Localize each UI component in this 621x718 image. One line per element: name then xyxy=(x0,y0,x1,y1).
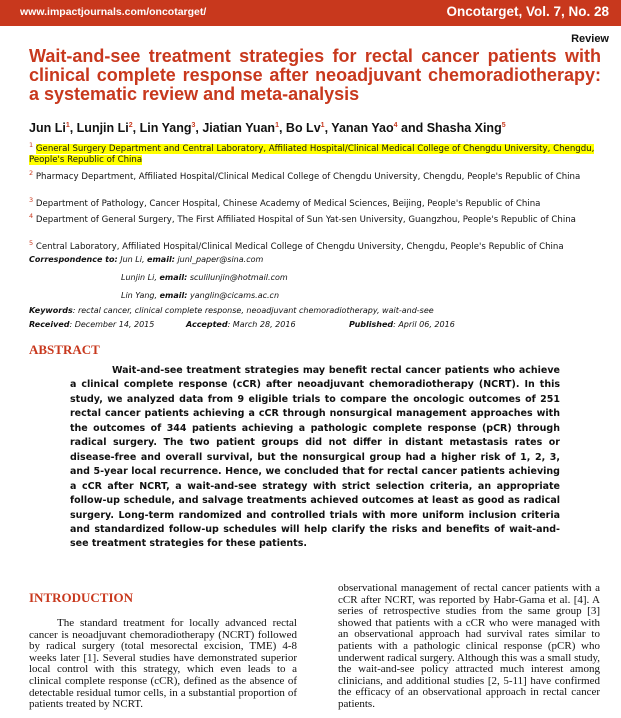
correspondence-line-3: Lin Yang, email: yanglin@cicams.ac.cn xyxy=(121,291,280,300)
article-type-label: Review xyxy=(571,33,609,45)
author-name: Lunjin Li xyxy=(76,121,129,135)
author-affiliation-number: 5 xyxy=(501,121,506,129)
accepted-date: Accepted: March 28, 2016 xyxy=(186,320,296,329)
author-affiliation-number: 1 xyxy=(275,121,279,129)
journal-citation: Oncotarget, Vol. 7, No. 28 xyxy=(446,4,609,19)
author-affiliation-number: 1 xyxy=(65,121,70,129)
affiliation-4 xyxy=(29,211,603,226)
author-list: Jun Li$^1$, Lunjin Li$^2$, Lin Yang$^3$, Jiatian Yuan$^1$, Bo Lv$^1$, Yanan Yao$^4$ and Shasha Xing$^5$ xyxy=(29,121,506,135)
introduction-heading: INTRODUCTION xyxy=(29,590,134,605)
author-name: Jun Li xyxy=(29,121,66,135)
keywords-label: Keywords xyxy=(29,306,73,315)
affiliation-text: Department of Pathology, Cancer Hospital, Chinese Academy of Medical Sciences, Beijing, People's Republic of China xyxy=(35,198,541,209)
affiliation-5 xyxy=(29,238,603,253)
author-name: Jiatian Yuan xyxy=(202,121,276,135)
email-link[interactable]: junl_paper@sina.com xyxy=(177,255,264,264)
abstract-heading: ABSTRACT xyxy=(29,342,100,357)
affiliation-number: 4 xyxy=(29,212,34,220)
received-date: Received: December 14, 2015 xyxy=(29,320,155,329)
affiliation-text-highlighted: General Surgery Department and Central Laboratory, Affiliated Hospital/Clinical Medical College of Chengdu University, Chengdu, People's Republic of China xyxy=(29,143,595,165)
author-name: Lin Yang xyxy=(139,121,192,135)
email-link[interactable]: yanglin@cicams.ac.cn xyxy=(189,291,280,300)
author-name: Shasha Xing xyxy=(426,121,502,135)
article-title: Wait-and-see treatment strategies for rectal cancer patients with clinical complete response after neoadjuvant chemoradiotherapy: a systematic review and meta-analysis xyxy=(29,46,601,104)
affiliation-number: 5 xyxy=(29,239,34,247)
author-affiliation-number: 2 xyxy=(128,121,133,129)
author-affiliation-number: 4 xyxy=(393,121,398,129)
correspondence-line-2: Lunjin Li, email: sculilunjin@hotmail.com xyxy=(121,273,288,282)
affiliation-3 xyxy=(29,195,603,210)
published-date: Published: April 06, 2016 xyxy=(349,320,455,329)
author-name: Yanan Yao xyxy=(331,121,394,135)
author-name: Bo Lv xyxy=(285,121,321,135)
introduction-right-column: observational management of rectal cancer patients with a cCR after NCRT, was reported by Habr-Gama et al. [4]. A series of retrospective studies from the same group [3] showed that patients with a cCR who were managed with an observational approach had survival rates similar to patients with a pathologic clinical response (pCR) who underwent radical surgery. Although this was a small study, the wait-and-see policy attracted much interest among clinicians, and additional studies [2, 5-11] have confirmed the efficacy of an observational approach in rectal cancer patients. xyxy=(338,582,600,710)
introduction-left-column: The standard treatment for locally advanced rectal cancer is neoadjuvant chemoradiotherapy (NCRT) followed by radical surgery (total mesorectal excision, TME) 4-8 weeks later [1]. Several studies have demonstrated superior local control with this strategy, which even leads to a clinical complete response (cCR), defined as the absence of detectable residual tumor cells, in a substantial proportion of patients treated by NCRT. xyxy=(29,617,297,711)
journal-url[interactable]: www.impactjournals.com/oncotarget/ xyxy=(20,6,207,18)
correspondence-line-1: Correspondence to: Jun Li, email: junl_paper@sina.com xyxy=(29,255,264,264)
keywords: Keywords: rectal cancer, clinical complete response, neoadjuvant chemoradiotherapy, wait-and-see xyxy=(29,306,434,315)
affiliation-text: Central Laboratory, Affiliated Hospital/Clinical Medical College of Chengdu University, Chengdu, People's Republic of China xyxy=(35,241,564,252)
author-affiliation-number: 1 xyxy=(320,121,325,129)
affiliation-1 xyxy=(29,140,603,166)
affiliation-number: 2 xyxy=(29,169,34,177)
abstract-text: Wait-and-see treatment strategies may benefit rectal cancer patients who achieve a clinical complete response (cCR) after neoadjuvant chemoradiotherapy (NCRT). In this study, we analyzed data from 9 eligible trials to compare the oncologic outcomes of 251 rectal cancer patients achieving a cCR through nonsurgical management approaches with the outcomes of 344 patients achieving a pathologic complete response (pCR) through radical surgery. The two patient groups did not differ in distant metastasis rates or disease-free and overall survival, but the nonsurgical group had a higher risk of 1, 2, 3, and 5-year local recurrence. Hence, we concluded that for rectal cancer patients achieving a cCR after NCRT, a wait-and-see strategy with strict selection criteria, an appropriate follow-up schedule, and salvage treatments achieved outcomes at least as good as radical surgery. Long-term randomized and controlled trials with more uniform inclusion criteria and standardized follow-up schedules will help clarify the risks and benefits of wait-and-see treatment strategies for these patients. xyxy=(70,365,560,550)
correspondence-label: Correspondence to: xyxy=(29,255,118,264)
affiliation-text: Pharmacy Department, Affiliated Hospital/Clinical Medical College of Chengdu University, Chengdu, People's Republic of China xyxy=(35,171,581,182)
affiliation-number: 1 xyxy=(29,141,34,149)
affiliation-number: 3 xyxy=(29,196,34,204)
affiliation-text: Department of General Surgery, The First Affiliated Hospital of Sun Yat-sen University, Guangzhou, People's Republic of China xyxy=(35,214,576,225)
journal-header-bar xyxy=(0,0,621,26)
email-link[interactable]: sculilunjin@hotmail.com xyxy=(189,273,288,282)
affiliation-2 xyxy=(29,168,603,183)
author-affiliation-number: 3 xyxy=(191,121,196,129)
